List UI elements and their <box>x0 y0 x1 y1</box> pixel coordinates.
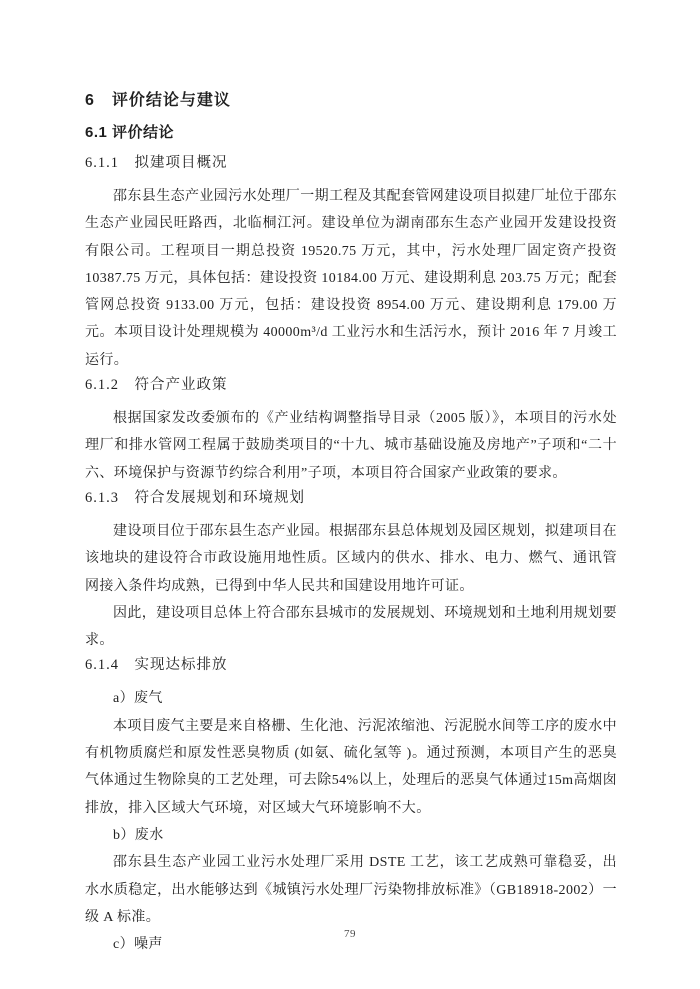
list-label-waste-water: b）废水 <box>113 827 164 843</box>
paragraph-waste-water: 邵东县生态产业园工业污水处理厂采用 DSTE 工艺，该工艺成熟可靠稳妥，出水水质稳定，出水能够达到《城镇污水处理厂污染物排放标准》（GB18918-2002）一级 A 标准。 <box>85 855 617 925</box>
paragraph-project-overview: 邵东县生态产业园污水处理厂一期工程及其配套管网建设项目拟建厂址位于邵东生态产业园民旺路西，北临桐江河。建设单位为湖南邵东生态产业园开发建设投资有限公司。工程项目一期总投资 19520.75 万元，其中，污水处理厂固定资产投资 10387.75 万元，具体包括：建设投资 10184.00 万元、建设期利息 203.75 万元；配套管网总投资 9133.00 万元，包括：建设投资 8954.00 万元、建设期利息 179.00 万元。本项目设计处理规模为 40000m³/d 工业污水和生活污水，预计 2016 年 7 月竣工运行。 <box>85 189 617 368</box>
subsection-heading-6-1-3: 6.1.3 符合发展规划和环境规划 <box>85 489 305 506</box>
document-body <box>85 92 617 958</box>
page-number: 79 <box>344 928 356 940</box>
chapter-heading: 6 评价结论与建议 <box>85 92 231 109</box>
subsection-heading-6-1-4: 6.1.4 实现达标排放 <box>85 657 228 674</box>
subsection-heading-6-1-1: 6.1.1 拟建项目概况 <box>85 155 228 171</box>
paragraph-planning-conclusion: 因此，建设项目总体上符合邵东县城市的发展规划、环境规划和土地利用规划要求。 <box>85 605 617 649</box>
list-label-waste-gas: a）废气 <box>113 691 163 707</box>
section-heading-6-1: 6.1 评价结论 <box>85 124 175 141</box>
paragraph-industrial-policy: 根据国家发改委颁布的《产业结构调整指导目录（2005 版）》，本项目的污水处理厂和排水管网工程属于鼓励类项目的“十九、城市基础设施及房地产”子项和“二十六、环境保护与资源节约综合利用”子项，本项目符合国家产业政策的要求。 <box>85 411 617 481</box>
subsection-heading-6-1-2: 6.1.2 符合产业政策 <box>85 377 228 394</box>
paragraph-waste-gas: 本项目废气主要是来自格栅、生化池、污泥浓缩池、污泥脱水间等工序的废水中有机物质腐烂和原发性恶臭物质 (如氨、硫化氢等 )。通过预测，本项目产生的恶臭气体通过生物除臭的工艺处理，可去除54%以上，处理后的恶臭气体通过15m高烟囱排放，排入区域大气环境，对区域大气环境影响不大。 <box>85 718 617 816</box>
list-label-noise: c）噪声 <box>113 937 163 953</box>
paragraph-planning-compliance: 建设项目位于邵东县生态产业园。根据邵东县总体规划及园区规划，拟建项目在该地块的建设符合市政设施用地性质。区域内的供水、排水、电力、燃气、通讯管网接入条件均成熟，已得到中华人民共和国建设用地许可证。 <box>85 523 617 594</box>
